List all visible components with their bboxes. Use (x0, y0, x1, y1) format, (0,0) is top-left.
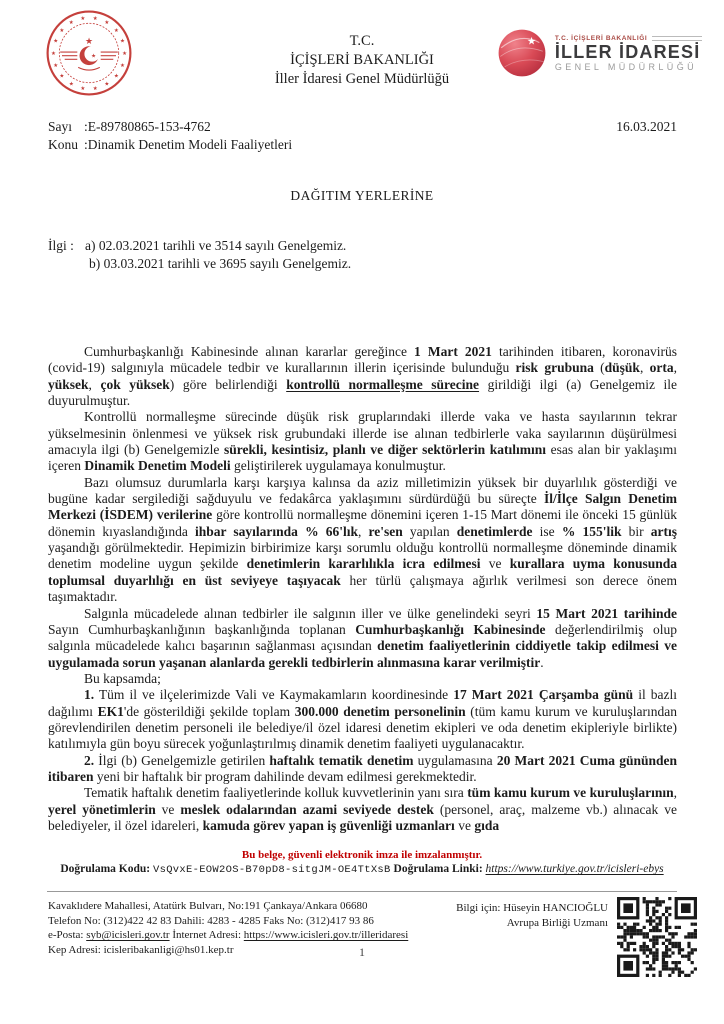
text-segment: 2. (84, 752, 95, 768)
page-number: 1 (359, 945, 365, 959)
link[interactable]: https://www.turkiye.gov.tr/icisleri-ebys (485, 863, 664, 875)
text-segment: artış (650, 523, 677, 539)
text-segment: yeni bir haftalık bir program dahilinde devam edilmesi gerekmektedir. (93, 768, 477, 784)
text-segment: ve (155, 801, 181, 817)
text-segment: 300.000 denetim personelinin (294, 703, 466, 719)
esignature-notice: Bu belge, güvenli elektronik imza ile imzalanmıştır. (241, 849, 483, 861)
text-segment: yerel yönetimlerin (48, 801, 156, 817)
svg-text:★: ★ (53, 62, 59, 69)
link[interactable]: https://www.icisleri.gov.tr/illeridaresi (243, 929, 409, 942)
text-segment: değerlendirilmiş olup salgınla mücadelede kalıcı başarının sağlanması açısından (48, 621, 677, 654)
text-segment: meslek odalarından azami seviyede destek (180, 801, 434, 817)
paragraph (48, 753, 677, 786)
logo-subtitle: GENEL MÜDÜRLÜĞÜ (554, 61, 697, 72)
logo-rule (652, 36, 702, 41)
svg-text:★: ★ (119, 38, 125, 45)
text-segment: denetimlerde (456, 523, 533, 539)
text-segment: çok yüksek (100, 376, 170, 392)
svg-text:★: ★ (68, 81, 74, 88)
sayi-value: :E-89780865-153-4762 (84, 119, 211, 134)
text-segment: . (540, 654, 544, 670)
verification-line (0, 862, 724, 878)
text-segment: denetim faaliyetlerinin ciddiyetle takip edilmesi ve uygulamada sorun yaşanan alanlarda gerekli tedbirlerin alınmasına karar verilmiştir (48, 638, 678, 670)
text-segment: sürekli, kesintisiz, planlı ve diğer sektörlerin katılımını (223, 442, 547, 458)
text-segment: 1 Mart 2021 (414, 344, 492, 359)
text-segment: e-Posta: (48, 929, 87, 942)
text-segment: haftalık tematik denetim (269, 752, 414, 768)
logo-title: İLLER İDARESİ (554, 41, 701, 62)
footer-divider (47, 891, 677, 892)
text-segment: denetimlerin kararlılıkla icra edilmesi (246, 556, 481, 572)
logo-text-block (555, 35, 702, 72)
text-segment: Bazı olumsuz durumlarla karşı karşıya kalınsa da aziz milletimizin yüksek bir duyarlılık gösterdiği ve bugüne kadar sergilediği sağduyulu ve fedakârca yaklaşımını sürdürdüğü bu süreçte (48, 474, 677, 507)
text-segment: ( (593, 360, 605, 376)
text-segment: girildiği ilgi (a) Genelgemiz ile duyurulmuştur. (48, 376, 678, 409)
text-segment: ise (532, 523, 562, 539)
ilgi-label: İlgi : (48, 238, 74, 253)
logo-globe-icon (496, 27, 548, 79)
recipient-line: DAĞITIM YERLERİNE (290, 188, 434, 203)
directorate-name: İller İdaresi Genel Müdürlüğü (274, 71, 450, 87)
text-segment: risk grubuna (515, 360, 594, 376)
link[interactable]: syb@icisleri.gov.tr (86, 929, 170, 942)
text-segment: 20 Mart 2021 Cuma gününden itibaren (48, 752, 678, 784)
text-segment: Doğrulama Kodu: (60, 863, 153, 875)
svg-text:★: ★ (80, 85, 86, 92)
footer-contact-block (378, 901, 608, 930)
paragraph (48, 671, 677, 687)
sayi-label: Sayı (48, 119, 73, 134)
svg-text:★: ★ (68, 20, 74, 27)
esignature-block (0, 849, 724, 878)
text-segment: (tüm kamu kurum ve kuruluşlarından görevlendirilen denetim personeli ile belediye/il özel idaresi denetim ekipleri ve oda denetim ekipleriyle birlikte) katılımıyla gün boyu sürecek yoğunlaştırılmış dinamik denetim faaliyeti uygulanacaktır. (48, 703, 678, 752)
text-segment: kamuda görev yapan iş güvenliği uzmanları (202, 817, 455, 833)
text-segment: Salgınla mücadelede alınan tedbirler ile salgının iller ve ülke genelindeki seyri (84, 605, 537, 621)
paragraph (48, 475, 677, 606)
text-segment: Tüm il ve ilçelerimizde Vali ve Kaymakamların koordinesinde (94, 687, 454, 703)
text-segment: kurallara uyma konusunda toplumsal duyarlılığı en üst seviyeye taşıyacak (48, 556, 677, 588)
svg-text:★: ★ (80, 15, 86, 22)
konu-value: :Dinamik Denetim Modeli Faaliyetleri (84, 137, 293, 152)
text-segment: Kontrollü normalleşme sürecinde düşük risk gruplarındaki illerde vaka ve hasta sayılarının tekrar yükselmesinin önlenmesi ve yüksek risk grubundaki illerde ise alınan tedbirlerle vaka sayılarının düşürülmesi amacıyla ilgi (b) Genelgemizle (48, 409, 677, 458)
contact-line: Avrupa Birliği Uzmanı (506, 916, 608, 929)
text-segment: Dinamik Denetim Modeli (84, 458, 231, 474)
text-segment: her türlü çalışmaya ağırlık verilmesi son derece önem taşımaktadır. (48, 572, 677, 605)
text-segment: Cumhurbaşkanlığı Kabinesinde (355, 621, 546, 637)
text-segment: yüksek (48, 376, 89, 392)
text-segment: , (357, 523, 369, 539)
paragraph (48, 409, 677, 474)
text-segment: Sayın Cumhurbaşkanlığının başkanlığında toplanan (48, 621, 356, 637)
svg-text:★: ★ (122, 50, 127, 57)
svg-text:★: ★ (113, 73, 119, 80)
svg-text:★: ★ (119, 62, 125, 69)
text-segment: Kavaklıdere Mahallesi, Atatürk Bulvarı, No:191 Çankaya/Ankara 06680 (48, 900, 368, 912)
svg-text:★: ★ (59, 27, 65, 34)
text-segment: ve (454, 817, 475, 833)
svg-text:★: ★ (104, 81, 110, 88)
text-segment: ihbar sayılarında % 66'lık (195, 523, 358, 539)
text-segment: İnternet Adresi: (169, 929, 244, 942)
text-segment: İl/İlçe Salgın Denetim Merkezi (İSDEM) verilerine (48, 491, 677, 523)
text-segment: Kep Adresi: icisleribakanligi@hs01.kep.tr (48, 943, 234, 956)
text-segment: Telefon No: (312)422 42 83 Dahili: 4283 - 4285 Faks No: (312)417 93 86 (48, 914, 374, 927)
document-body (48, 344, 677, 834)
logo-top-caption: T.C. İÇİŞLERİ BAKANLIĞI (554, 34, 648, 42)
paragraph (48, 344, 677, 409)
text-segment: Cumhurbaşkanlığı Kabinesinde alınan kararlar gereğince (84, 344, 415, 359)
svg-text:★: ★ (113, 27, 119, 34)
text-segment: , (639, 360, 650, 376)
ministry-name: İÇİŞLERİ BAKANLIĞI (290, 52, 434, 68)
svg-text:★: ★ (92, 85, 98, 92)
text-segment: , (673, 785, 677, 801)
iller-idaresi-logo (496, 27, 702, 79)
subject-row (48, 136, 677, 154)
reference-a: a) 02.03.2021 tarihli ve 3514 sayılı Genelgemiz. (85, 238, 347, 253)
reference-b: b) 03.03.2021 tarihli ve 3695 sayılı Genelgemiz. (89, 256, 352, 271)
reference-item (48, 237, 351, 255)
text-segment: Doğrulama Linki: (393, 863, 486, 875)
contact-line: Bilgi için: Hüseyin HANCIOĞLU (456, 902, 608, 914)
text-segment: orta (649, 360, 674, 376)
references-block (48, 237, 351, 273)
text-segment: Bu kapsamda; (84, 670, 161, 686)
text-segment: (personel, araç, malzeme vb.) alınacak ve belediyeler, il özel idareleri, (48, 801, 677, 833)
text-segment: yapılan (402, 523, 457, 539)
text-segment: kontrollü normalleşme sürecine (286, 376, 480, 392)
text-segment: VsQvxE-EOW2OS-B70pD8-sitgJM-OE4TtXsB (153, 864, 391, 876)
text-segment: ve (480, 556, 510, 572)
text-segment: uygulamasına (413, 752, 497, 768)
text-segment: tarihinden itibaren, koronavirüs (covid-19) salgınıyla mücadele tedbir ve kurallarının illerin içerisinde bulunduğu (48, 344, 678, 376)
text-segment: 1. (84, 687, 95, 703)
qr-code (617, 897, 697, 977)
text-segment: yaşandığı görülmektedir. Hepimizin birbirimize karşı sorumlu olduğu kontrollü normalleşme döneminde dinamik denetim modeline uygun şekilde (48, 540, 677, 572)
text-segment: Tematik haftalık denetim faaliyetlerinde kolluk kuvvetlerinin yanı sıra (84, 785, 468, 801)
konu-label: Konu (48, 137, 78, 152)
svg-text:★: ★ (104, 20, 110, 27)
document-number-row (48, 118, 677, 136)
svg-text:★: ★ (92, 15, 98, 22)
svg-text:★: ★ (91, 53, 96, 60)
svg-text:★: ★ (84, 36, 94, 47)
paragraph (48, 687, 677, 752)
footer-line (48, 928, 478, 943)
text-segment: ) göre belirlendiği (169, 376, 287, 392)
text-segment: geliştirilerek uygulamaya konulmuştur. (230, 458, 446, 474)
text-segment: il bazlı dağılımı (48, 687, 677, 719)
text-segment: , (673, 360, 677, 376)
text-segment: , (88, 376, 101, 392)
text-segment: bir (621, 523, 651, 539)
paragraph (48, 606, 677, 671)
document-meta (48, 118, 677, 154)
text-segment: İlgi (b) Genelgemizle getirilen (94, 752, 270, 768)
text-segment: % 155'lik (561, 523, 622, 539)
svg-text:★: ★ (51, 50, 56, 57)
text-segment: EK1 (97, 703, 124, 719)
svg-text:★: ★ (53, 38, 59, 45)
text-segment: esas alan bir yaklaşımı içeren (48, 442, 677, 474)
text-segment: düşük (604, 360, 640, 376)
tc-label: T.C. (349, 33, 375, 49)
text-segment: göre kontrollü normalleşme dönemini içeren 1-15 Mart dönemi ile önceki 15 günlük dönemin kıyaslandığında (48, 507, 678, 539)
svg-text:★: ★ (59, 73, 65, 80)
text-segment: 'de gösterildiği şekilde toplam (123, 703, 295, 719)
paragraph (48, 785, 677, 834)
text-segment: re'sen (368, 523, 403, 539)
text-segment: tüm kamu kurum ve kuruluşlarının (467, 785, 674, 801)
logo-star-icon: ★ (526, 36, 537, 48)
text-segment: 15 Mart 2021 tarihinde (536, 605, 677, 621)
document-date: 16.03.2021 (616, 119, 677, 134)
text-segment: 17 Mart 2021 Çarşamba günü (453, 687, 634, 703)
text-segment: gıda (474, 817, 500, 833)
